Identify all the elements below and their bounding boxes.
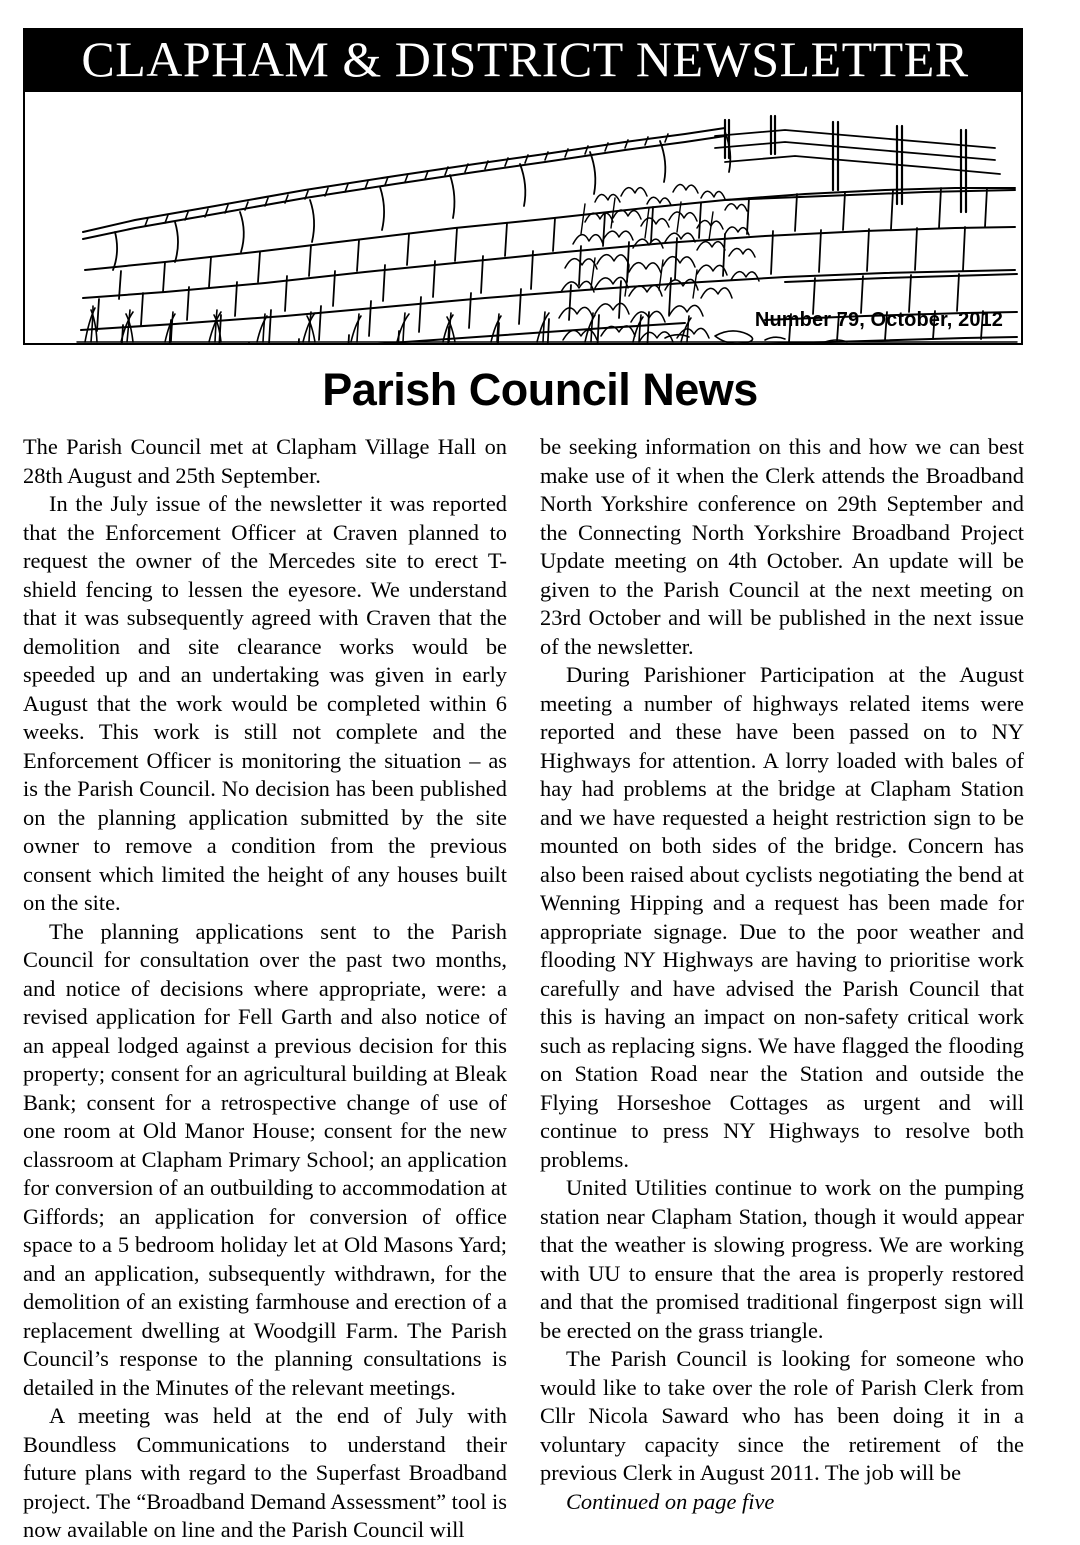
paragraph: be seeking information on this and how we can best make use of it when the Clerk attends the Broadband North Yorkshire conference on 29th September and the Connecting North Yorkshire Broadband Project Update meeting on 4th October. An update will be given to the Parish Council at the next meeting on 23rd October and will be published in the next issue of the newsletter. xyxy=(540,434,1024,659)
paragraph: A meeting was held at the end of July with Boundless Communications to understand their future plans with regard to the Superfast Broadband project. The “Broadband Demand Assessment” tool is now available on line and the Parish Council will xyxy=(23,1403,507,1542)
masthead-banner xyxy=(23,28,1023,92)
left-column xyxy=(23,433,507,1542)
right-column xyxy=(540,433,1024,1514)
drystone-wall-illustration xyxy=(25,92,1021,343)
paragraph: In the July issue of the newsletter it was reported that the Enforcement Officer at Craven planned to request the owner of the Mercedes site to erect T-shield fencing to lessen the eyesore. We understand that it was subsequently agreed with Craven that the demolition and site clearance works would be speeded up and an undertaking was given in early August that the work would be completed within 6 weeks. This work is still not complete and the Enforcement Officer is monitoring the situation – as is the Parish Council. No decision has been published on the planning application submitted by the site owner to remove a condition from the previous consent which limited the height of any houses built on the site. xyxy=(23,491,507,915)
issue-number-label: Number 79, October, 2012 xyxy=(754,309,1003,331)
paragraph: United Utilities continue to work on the pumping station near Clapham Station, though it would appear that the weather is slowing progress. We are working with UU to ensure that the area is properly restored and that the promised traditional fingerpost sign will be erected on the grass triangle. xyxy=(540,1175,1024,1343)
masthead-frame xyxy=(23,28,1023,345)
paragraph: The Parish Council met at Clapham Village Hall on 28th August and 25th September. xyxy=(23,434,507,488)
page-title: Parish Council News xyxy=(322,364,758,415)
paragraph: The planning applications sent to the Parish Council for consultation over the past two months, and notice of decisions where appropriate, were: a revised application for Fell Garth and also notice of an appeal lodged against a previous decision for this property; consent for an agricultural building at Bleak Bank; consent for a retrospective change of use of one room at Old Manor House; consent for the new classroom at Clapham Primary School; an application for conversion of an outbuilding to accommodation at Giffords; an application for conversion of office space to a 5 bedroom holiday let at Old Masons Yard; and an application, subsequently withdrawn, for the demolition of an existing farmhouse and erection of a replacement dwelling at Woodgill Farm. The Parish Council’s response to the planning consultations is detailed in the Minutes of the relevant meetings. xyxy=(23,918,507,1400)
newsletter-title: CLAPHAM & DISTRICT NEWSLETTER xyxy=(81,31,969,87)
continued-note: Continued on page five xyxy=(566,1488,775,1514)
article-body xyxy=(23,433,1025,1542)
paragraph: The Parish Council is looking for someone who would like to take over the role of Parish Clerk from Cllr Nicola Saward who has been doing it in a voluntary capacity since the retirement of the previous Clerk in August 2011. The job will be xyxy=(540,1346,1024,1485)
paragraph: During Parishioner Participation at the August meeting a number of highways related items were reported and these have been passed on to NY Highways for attention. A lorry loaded with bales of hay had problems at the bridge at Clapham Station and we have requested a height restriction sign to be mounted on both sides of the bridge. Concern has also been raised about cyclists negotiating the bend at Wenning Hipping and a request has been made for appropriate signage. Due to the poor weather and flooding NY Highways are having to prioritise work carefully and have advised the Parish Council that this is having an impact on non-safety critical work such as replacing signs. We have flagged the flooding on Station Road near the Station and outside the Flying Horseshoe Cottages as urgent and will continue to press NY Highways to resolve both problems. xyxy=(540,662,1024,1172)
